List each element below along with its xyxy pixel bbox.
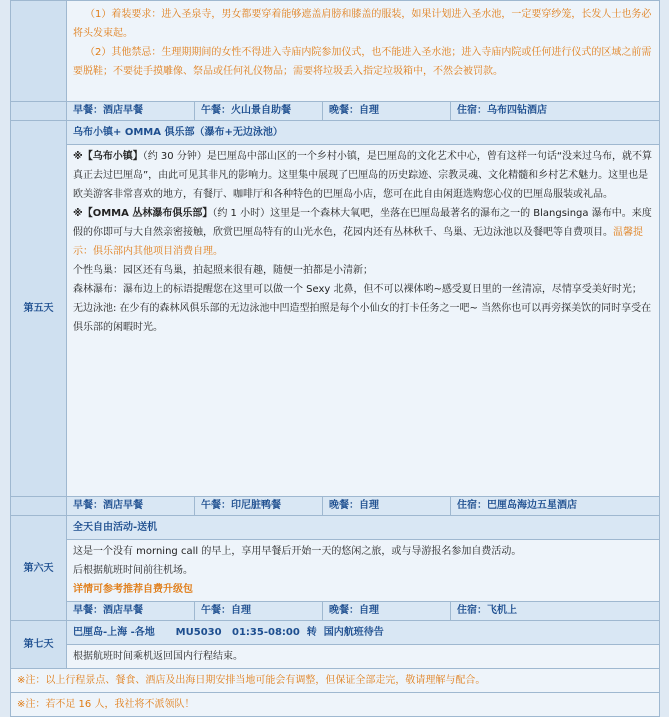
itinerary-table (10, 0, 660, 717)
breakfast: 早餐：酒店早餐 (67, 102, 195, 121)
itinerary-sheet (10, 0, 668, 710)
omma-heading: ※【OMMA 丛林瀑布俱乐部】 (73, 208, 213, 219)
omma-body: （约 1 小时）这里是一个森林大氧吧，坐落在巴厘岛最著名的瀑布之一的 Blangsinga 瀑布中。来度假的你即可与大自然亲密接触，欣赏巴厘岛特有的山光水色，花园内还有丛林秋千、鸟巢、无边泳池以及餐吧等自费项目。 (73, 208, 652, 238)
ubud-body: （约 30 分钟）是巴厘岛中部山区的一个乡村小镇，是巴厘岛的文化艺术中心，曾有这样一句话“没来过乌布，就不算真正去过巴厘岛”，由此可见其非凡的影响力。这里集中展现了巴厘岛的历史踪迹、宗教灵魂、文化精髓和乡村艺术魅力。这里也是欧美游客非常喜欢的地方，有餐厅、咖啡厅和各种特色的巴厘岛小店，您可在此自由闲逛选购您心仪的巴厘岛服装或礼品。 (73, 151, 652, 200)
dress-code-note: （1）着装要求：进入圣泉寺，男女都要穿着能够遮盖肩膀和膝盖的服装，如果计划进入圣水池，一定要穿纱笼，长发人士也务必将头发束起。 (73, 9, 652, 39)
footer-note-row-1 (11, 669, 660, 693)
day5-title: 乌布小镇+ OMMA 俱乐部（瀑布+无边泳池） (67, 121, 660, 145)
dinner: 晚餐：自理 (323, 102, 451, 121)
day6-meal-row (11, 602, 660, 621)
ubud-paragraph (73, 147, 653, 204)
top-notes (67, 1, 660, 102)
day6-content-row (11, 540, 660, 602)
day-label-empty (11, 497, 67, 516)
footer-note-1: ※注：以上行程景点、餐食、酒店及出海日期安排当地可能会有调整，但保证全部走完，敬请理解与配合。 (11, 669, 660, 693)
hotel: 住宿：乌布四钻酒店 (451, 102, 660, 121)
waterfall-text: 森林瀑布：瀑布边上的标语提醒您在这里可以做一个 Sexy 北鼻，但不可以裸体哟~感受夏日里的一丝清凉，尽情享受美好时光； (73, 284, 642, 295)
infinity-pool-text: 无边泳池: 在少有的森林风俱乐部的无边泳池中凹造型拍照是每个小仙女的打卡任务之一吧~ 当然你也可以再旁探美饮的同时享受在俱乐部的闲暇时光。 (73, 303, 652, 333)
day5-content-row (11, 145, 660, 497)
hotel: 住宿：飞机上 (451, 602, 660, 621)
dinner: 晚餐：自理 (323, 497, 451, 516)
lunch: 午餐：自理 (195, 602, 323, 621)
footer-note-2: ※注：若不足 16 人，我社将不派领队！ (11, 693, 660, 717)
hotel: 住宿：巴厘岛海边五星酒店 (451, 497, 660, 516)
day5-title-row (11, 121, 660, 145)
day6-label: 第六天 (11, 516, 67, 621)
lunch: 午餐：火山景自助餐 (195, 102, 323, 121)
day6-title-row (11, 516, 660, 540)
omma-paragraph (73, 204, 653, 261)
day5-content (67, 145, 660, 497)
day-label-empty (11, 102, 67, 121)
taboo-note: （2）其他禁忌：生理期期间的女性不得进入寺庙内院参加仪式，也不能进入圣水池；进入寺庙内院或任何进行仪式的区域之前需要脱鞋；不要徒手摸雕像、祭品或任何礼仪物品；需要将垃圾丢入指定垃圾箱中，不然会被罚款。 (73, 47, 652, 77)
day5-meal-row (11, 497, 660, 516)
dinner: 晚餐：自理 (323, 602, 451, 621)
day6-text-2: 后根据航班时间前往机场。 (73, 565, 193, 576)
day7-title-row (11, 621, 660, 645)
day7-content-row (11, 645, 660, 669)
ubud-heading: ※【乌布小镇】 (73, 151, 143, 162)
day7-label: 第七天 (11, 621, 67, 669)
top-meal-row (11, 102, 660, 121)
upgrade-package-text: 详情可参考推荐自费升级包 (73, 584, 193, 595)
day5-label: 第五天 (11, 121, 67, 497)
day-label-empty (11, 1, 67, 102)
breakfast: 早餐：酒店早餐 (67, 497, 195, 516)
footer-note-row-2 (11, 693, 660, 717)
day7-title: 巴厘岛-上海 -各地 MU5030 01:35-08:00 转 国内航班待告 (67, 621, 660, 645)
lunch: 午餐：印尼脏鸭餐 (195, 497, 323, 516)
omma-tip: 温馨提示：俱乐部内其他项目消费自理。 (73, 227, 643, 257)
day6-text-1: 这是一个没有 morning call 的早上，享用早餐后开始一天的悠闲之旅，或与导游报名参加自费活动。 (73, 546, 522, 557)
top-notes-row (11, 1, 660, 102)
day6-content (67, 540, 660, 602)
breakfast: 早餐：酒店早餐 (67, 602, 195, 621)
bird-nest-text: 个性鸟巢：园区还有鸟巢，拍起照来很有趣，随便一拍都是小清新； (73, 265, 373, 276)
day7-content: 根据航班时间乘机返回国内行程结束。 (67, 645, 660, 669)
day6-title: 全天自由活动-送机 (67, 516, 660, 540)
